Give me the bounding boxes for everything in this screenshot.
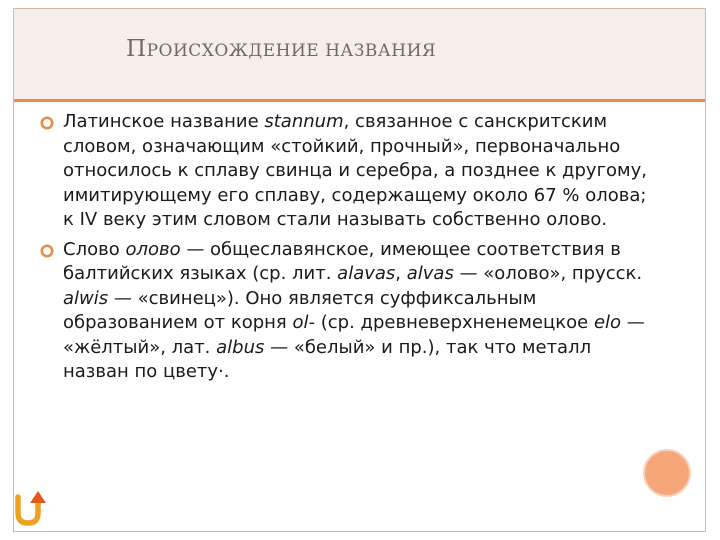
bullet-2-term-albus: albus (216, 336, 265, 358)
title-divider (14, 99, 705, 102)
bullet-2-text-7: — «жёлтый», лат. (63, 312, 645, 358)
bullet-2-text-5: — «свинец»). Оно является суффиксальным образованием от корня (63, 287, 537, 333)
bullet-2-term-olovo: олово (125, 238, 181, 260)
bullet-2-term-alwis: alwis (63, 287, 109, 309)
bullet-2-text-8: — «белый» и пр.), так что металл назван по цвету·. (63, 336, 592, 382)
bullet-1-text-1: Латинское название (63, 111, 265, 132)
bullet-2-text-2: — общеславянское, имеющее соответствия в балтийских языках (ср. лит. (63, 238, 621, 284)
bullet-2-term-elo: elo (593, 312, 622, 333)
slide-title (126, 36, 436, 62)
title-initial: П (126, 36, 147, 62)
slide-content (38, 110, 658, 390)
title-rest: РОИСХОЖДЕНИЕ НАЗВАНИЯ (146, 41, 437, 61)
bullet-item-2 (38, 238, 658, 385)
bullet-2-text-1: Слово (63, 238, 126, 260)
bullet-2-term-alvas: alvas (406, 263, 454, 284)
bullet-2-text-3: , (395, 263, 407, 284)
bullet-item-1 (38, 110, 658, 233)
bullet-1-text-2: , связанное с санскритским словом, означающим «стойкий, прочный», первоначально относилось к сплаву свинца и серебра, а позднее к другому, имитирующему его сплаву, содержащему около 67 % олова; к IV веку этим словом стали называть собственно олово. (63, 111, 647, 230)
bullet-icon (40, 116, 54, 130)
u-turn-arrow-icon[interactable] (12, 487, 48, 527)
decorative-circle (643, 449, 691, 497)
bullet-icon (40, 244, 54, 258)
bullet-2-text-4: — «олово», прусск. (453, 263, 643, 284)
bullet-2-term-alavas: alavas (337, 263, 396, 284)
bullet-2-text-6: (ср. древневерхненемецкое (315, 312, 594, 333)
bullet-2-term-ol: ol- (292, 312, 315, 333)
bullet-1-term-stannum: stannum (264, 111, 344, 132)
